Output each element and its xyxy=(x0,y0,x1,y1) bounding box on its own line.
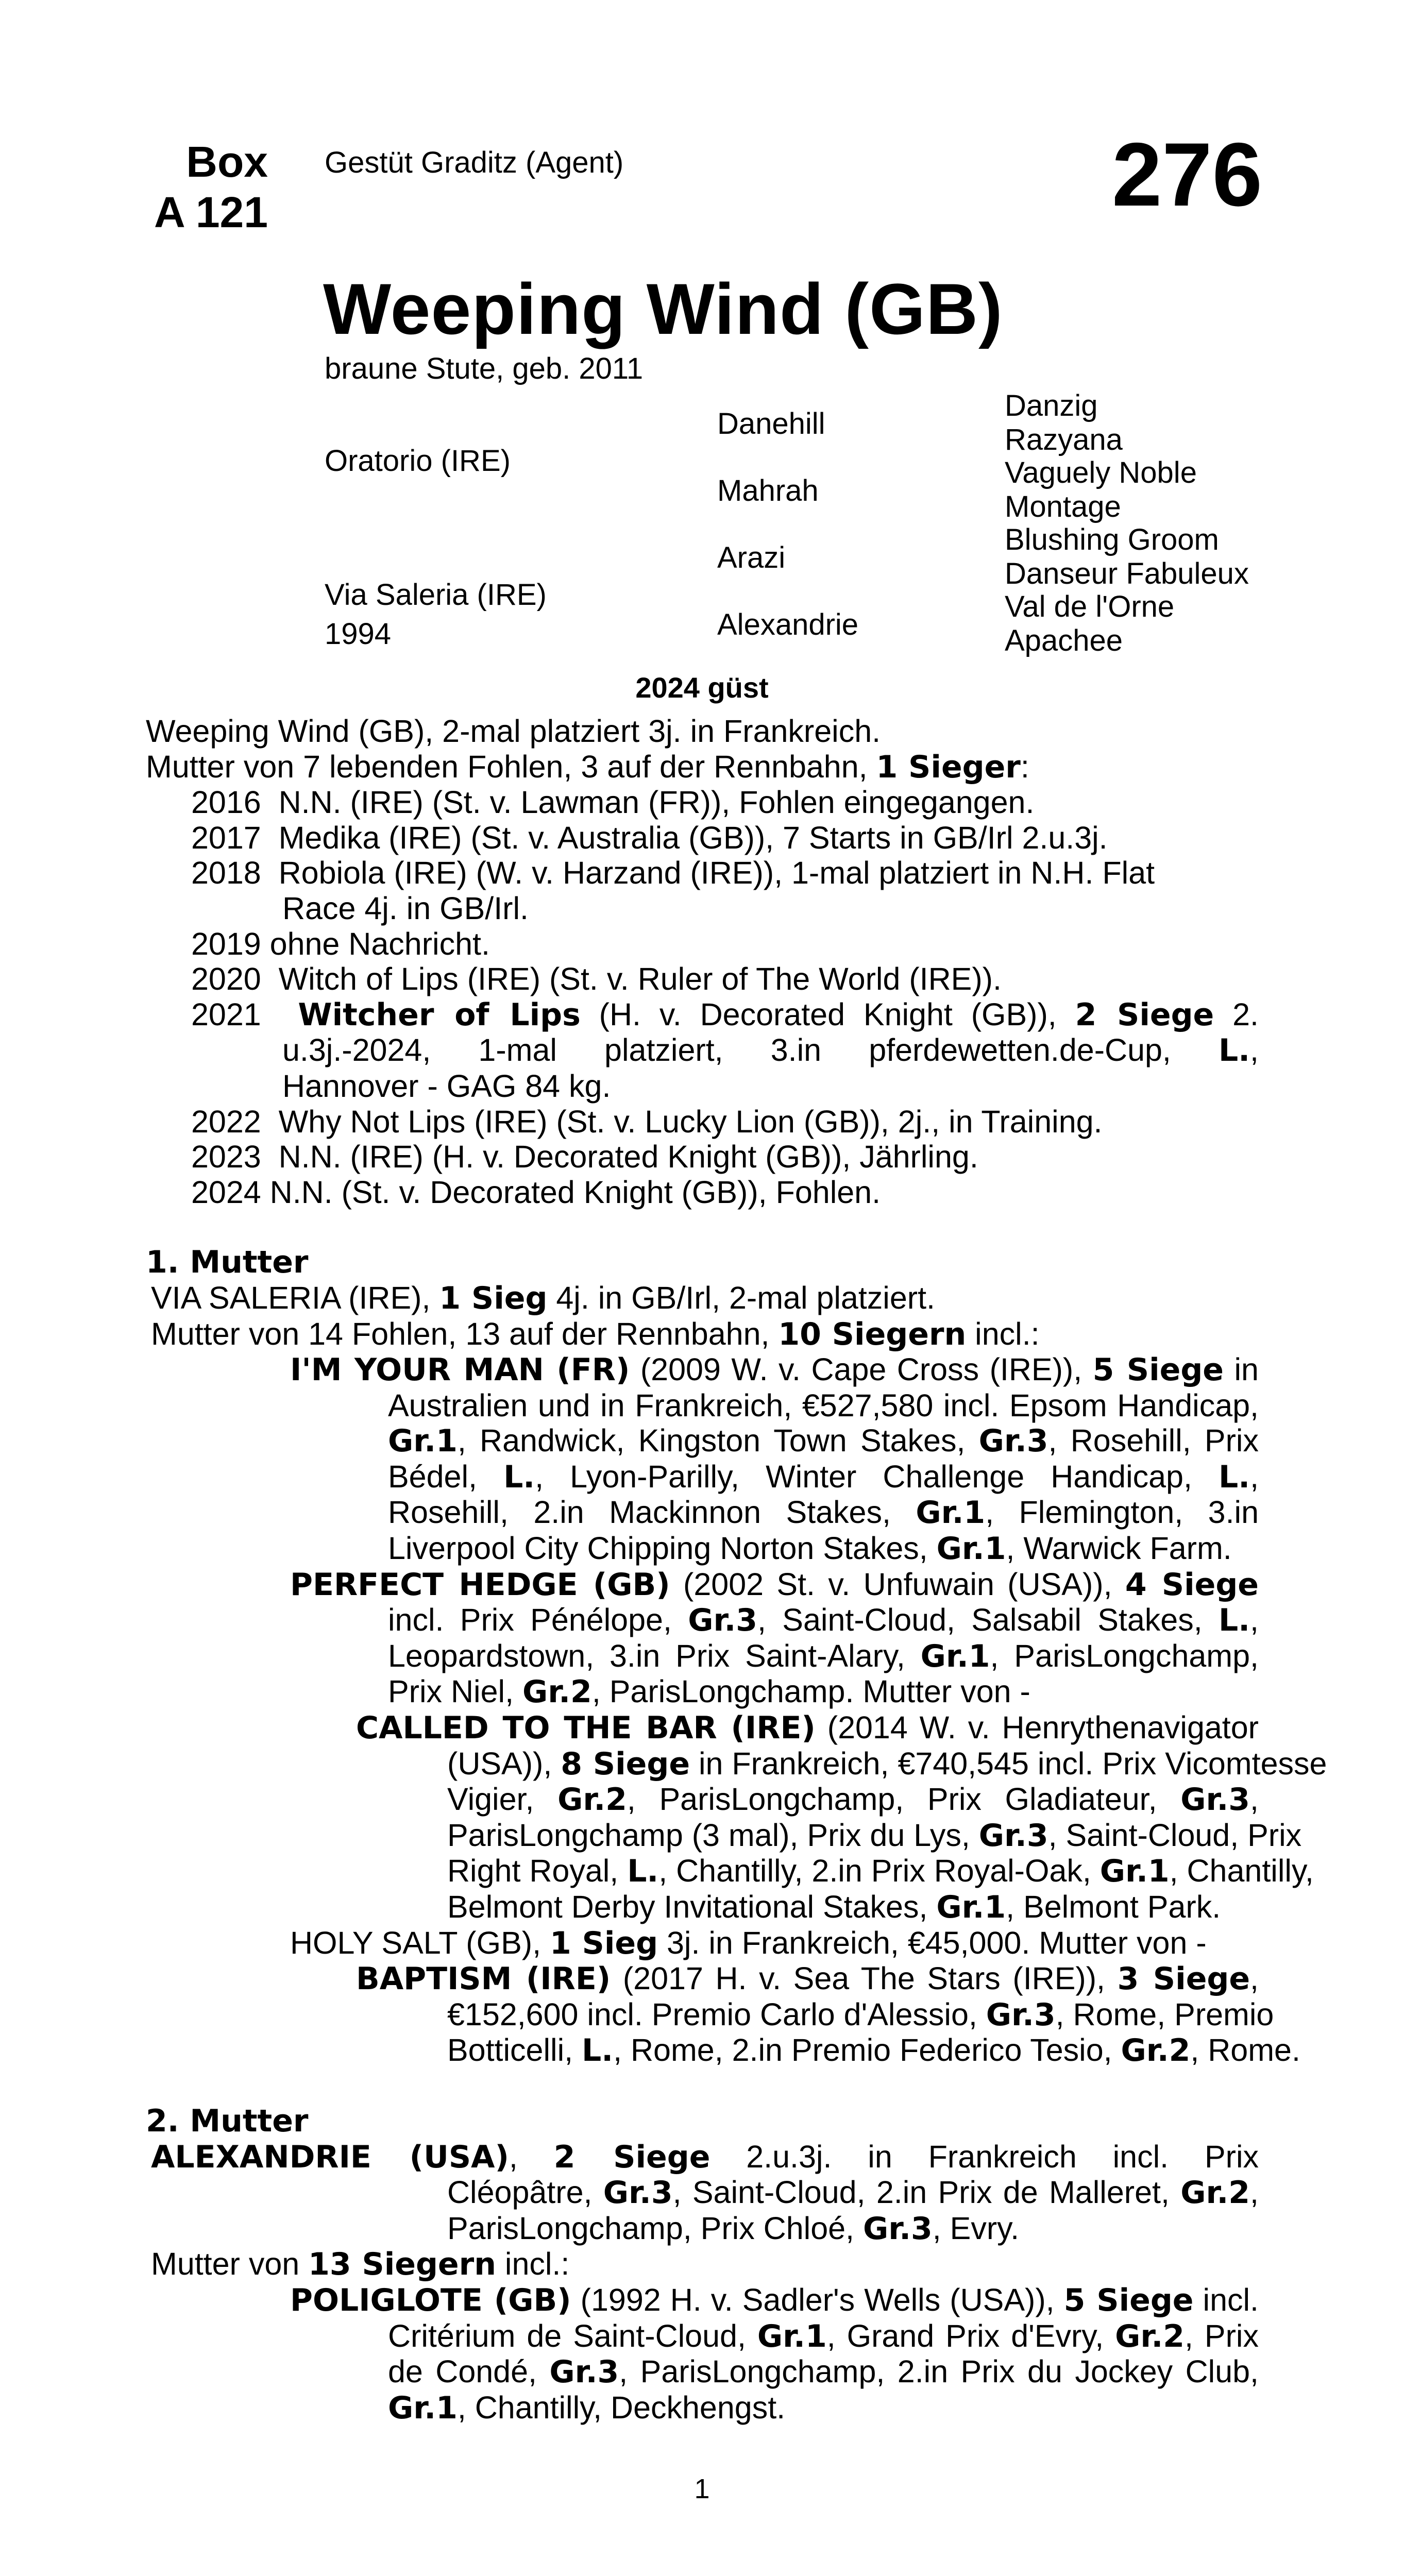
progeny-baptism: BAPTISM (IRE) (2017 H. v. Sea The Stars (IRE)), 3 Siege, xyxy=(356,1961,1259,1997)
pedigree-gen3-5: Blushing Groom xyxy=(1005,523,1219,556)
second-dam-summary: ALEXANDRIE (USA), 2 Siege 2.u.3j. in Frankreich incl. Prix xyxy=(151,2139,1259,2175)
pedigree-sire-dam: Mahrah xyxy=(717,474,819,507)
pedigree-gen3-8: Apachee xyxy=(1005,624,1123,657)
pedigree-gen3-2: Razyana xyxy=(1005,423,1123,456)
produce-2023: 2023 N.N. (IRE) (H. v. Decorated Knight (GB)), Jährling. xyxy=(191,1139,978,1175)
produce-2019: 2019 ohne Nachricht. xyxy=(191,926,490,961)
produce-summary: Mutter von 7 lebenden Fohlen, 3 auf der Rennbahn, 1 Sieger: xyxy=(146,749,1029,785)
box-number: A 121 xyxy=(154,188,268,236)
pedigree-dam: Via Saleria (IRE) xyxy=(325,578,547,612)
progeny-poliglote: POLIGLOTE (GB) (1992 H. v. Sadler's Wells (USA)), 5 Siege incl. xyxy=(290,2282,1259,2318)
horse-description: braune Stute, geb. 2011 xyxy=(325,352,644,385)
covering-status: 2024 güst xyxy=(635,671,769,704)
horse-summary: Weeping Wind (GB), 2-mal platziert 3j. in Frankreich. xyxy=(146,714,881,749)
pedigree-dam-year: 1994 xyxy=(325,617,392,651)
progeny-holy-salt: HOLY SALT (GB), 1 Sieg 3j. in Frankreich, €45,000. Mutter von - xyxy=(290,1925,1207,1961)
pedigree-sire: Oratorio (IRE) xyxy=(325,444,511,478)
first-dam-summary: VIA SALERIA (IRE), 1 Sieg 4j. in GB/Irl, 2-mal platziert. xyxy=(151,1280,935,1316)
produce-2018: 2018 Robiola (IRE) (W. v. Harzand (IRE)), 1-mal platziert in N.H. Flat xyxy=(191,855,1155,891)
progeny-called-to-the-bar: CALLED TO THE BAR (IRE) (2014 W. v. Henrythenavigator xyxy=(356,1710,1259,1747)
consignor: Gestüt Graditz (Agent) xyxy=(325,146,624,179)
pedigree-sire-sire: Danehill xyxy=(717,407,825,440)
pedigree-dam-sire: Arazi xyxy=(717,541,786,574)
box-location xyxy=(144,137,268,238)
produce-2024: 2024 N.N. (St. v. Decorated Knight (GB)), Fohlen. xyxy=(191,1174,881,1210)
section-1-mutter: 1. Mutter xyxy=(146,1244,309,1281)
produce-2022: 2022 Why Not Lips (IRE) (St. v. Lucky Lion (GB)), 2j., in Training. xyxy=(191,1104,1103,1139)
pedigree-gen3-7: Val de l'Orne xyxy=(1005,590,1175,623)
catalogue-text: Weeping Wind (GB), 2-mal platziert 3j. in Frankreich. Mutter von 7 lebenden Fohlen, 3 auf der Rennbahn, 1 Sieger: 2016 N.N. (IRE) (St. v. Lawman (FR)), Fohlen eingegangen. 2017 Medika (IRE) (St. v. Australia (GB)), 7 Starts in GB/Irl 2.u.3j. 2018 Robiola (IRE) (W. v. Harzand (IRE)), 1-mal platziert in N.H. Flat Race 4j. in GB/Irl. 2019 ohne Nachricht. 2020 Witch of Lips (IRE) (St. v. Ruler of The World (IRE)). 2021 Witcher of Lips (H. v. Decorated Knight (GB)), 2 Siege 2. u.3j.-2024, 1-mal platziert, 3.in pferdewetten.de-Cup, L., Hannover - GAG 84 kg. 2022 Why Not Lips (IRE) (St. v. Lucky Lion (GB)), 2j., in Training. 2023 N.N. (IRE) (H. v. Decorated Knight (GB)), Jährling. 2024 N.N. (St. v. Decorated Knight (GB)), Fohlen. 1. Mutter VIA SALERIA (IRE), 1 Sieg 4j. in GB/Irl, 2-mal platziert. Mutter von 14 Fohlen, 13 auf der Rennbahn, 10 Siegern incl.: I'M YOUR MAN (FR) (2009 W. v. Cape Cross (IRE)), 5 Siege in Australien und in Frankreich, €527,580 incl. Epsom Handicap, Gr.1, Randwick, Kingston Town Stakes, Gr.3, Rosehill, Prix Bédel, L., Lyon-Parilly, Winter Challenge Handicap, L., Rosehill, 2.in Mackinnon Stakes, Gr.1, Flemington, 3.in Liverpool City Chipping Norton Stakes, Gr.1, Warwick Farm. PERFECT HEDGE (GB) (2002 St. v. Unfuwain (USA)), 4 Siege incl. Prix Pénélope, Gr.3, Saint-Cloud, Salsabil Stakes, L., Leopardstown, 3.in Prix Saint-Alary, Gr.1, ParisLongchamp, Prix Niel, Gr.2, ParisLongchamp. Mutter von - CALLED TO THE BAR (IRE) (2014 W. v. Henrythenavigator (USA)), 8 Siege in Frankreich, €740,545 incl. Prix Vicomtesse Vigier, Gr.2, ParisLongchamp, Prix Gladiateur, Gr.3, ParisLongchamp (3 mal), Prix du Lys, Gr.3, Saint-Cloud, Prix Right Royal, L., Chantilly, 2.in Prix Royal-Oak, Gr.1, Chantilly, Belmont Derby Invitational Stakes, Gr.1, Belmont Park. HOLY SALT (GB), 1 Sieg 3j. in Frankreich, €45,000. Mutter von - BAPTISM (IRE) (2017 H. v. Sea The Stars (IRE)), 3 Siege, €152,600 incl. Premio Carlo d'Alessio, Gr.3, Rome, Premio Botticelli, L., Rome, 2.in Premio Federico Tesio, Gr.2, Rome. 2. Mutter ALEXANDRIE (USA), 2 Siege 2.u.3j. in Frankreich incl. Prix Cléopâtre, Gr.3, Saint-Cloud, 2.in Prix de Malleret, Gr.2, ParisLongchamp, Prix Chloé, Gr.3, Evry. Mutter von 13 Siegern incl.: POLIGLOTE (GB) (1992 H. v. Sadler's Wells (USA)), 5 Siege incl. Critérium de Saint-Cloud, Gr.1, Grand Prix d'Evry, Gr.2, Prix de Condé, Gr.3, ParisLongchamp, 2.in Prix du Jockey Club, Gr.1, Chantilly, Deckhengst. xyxy=(146,714,1327,2426)
pedigree-dam-dam: Alexandrie xyxy=(717,608,859,641)
progeny-im-your-man: I'M YOUR MAN (FR) (2009 W. v. Cape Cross (IRE)), 5 Siege in xyxy=(290,1352,1259,1388)
horse-name: Weeping Wind (GB) xyxy=(323,268,1003,349)
section-2-mutter: 2. Mutter xyxy=(146,2103,309,2139)
page-number: 1 xyxy=(694,2473,710,2504)
produce-2020: 2020 Witch of Lips (IRE) (St. v. Ruler of The World (IRE)). xyxy=(191,961,1002,997)
pedigree-gen3-6: Danseur Fabuleux xyxy=(1005,557,1249,590)
progeny-perfect-hedge: PERFECT HEDGE (GB) (2002 St. v. Unfuwain (USA)), 4 Siege xyxy=(290,1566,1259,1603)
produce-2016: 2016 N.N. (IRE) (St. v. Lawman (FR)), Fohlen eingegangen. xyxy=(191,785,1035,820)
lot-number: 276 xyxy=(1112,125,1262,225)
pedigree-gen3-1: Danzig xyxy=(1005,389,1098,422)
box-label: Box xyxy=(186,138,268,186)
produce-2017: 2017 Medika (IRE) (St. v. Australia (GB)), 7 Starts in GB/Irl 2.u.3j. xyxy=(191,820,1108,855)
pedigree-gen3-3: Vaguely Noble xyxy=(1005,456,1197,489)
produce-2021: 2021 Witcher of Lips (H. v. Decorated Knight (GB)), 2 Siege 2. xyxy=(191,996,1259,1033)
pedigree-gen3-4: Montage xyxy=(1005,490,1121,523)
